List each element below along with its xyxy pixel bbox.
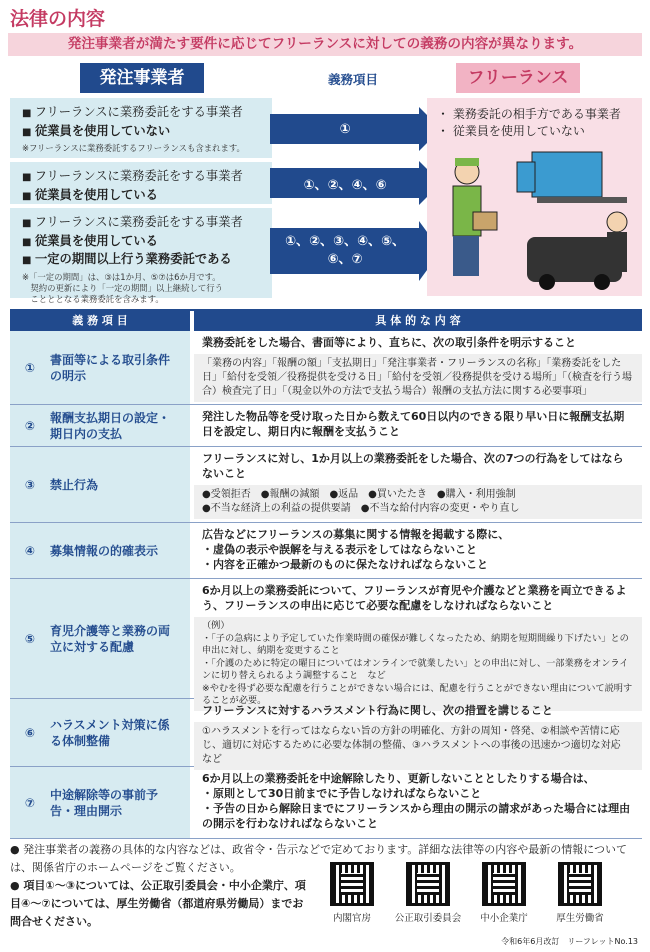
- row-label: 募集情報の的確表示: [50, 543, 159, 558]
- revision-note: 令和6年6月改訂 リーフレットNo.13: [501, 937, 638, 946]
- table-header: 具 体 的 な 内 容: [194, 311, 642, 331]
- table-row: [10, 579, 642, 706]
- row-number: ⑦: [24, 795, 36, 810]
- arrow-label: ①: [270, 114, 420, 144]
- row-label: 報酬支払期日の設定・期日内の支払: [50, 410, 171, 441]
- group-item: ■ 従業員を使用している: [22, 187, 264, 206]
- group-item: ■ 従業員を使用している: [22, 233, 264, 252]
- row-number: ①: [24, 360, 36, 375]
- duties-table: [10, 309, 642, 839]
- row-text: 6か月以上の業務委託を中途解除したり、更新しないこととしたりする場合は、 ・原則として30日前までに予告しなければならないこと ・予告の日から解除日までにフリーランスから理由の開示の請求があった場合には理由の開示を行わなければならないこと: [202, 772, 631, 830]
- qr-code-jftc[interactable]: [406, 862, 450, 906]
- row-sub: （例） ・「子の急病により予定していた作業時間の確保が難しくなったため、納期を短期間繰り下げたい」との申出に対し、納期を変更すること ・「介護のために特定の曜日についてはオンラインで就業したい」との申出に対し、一部業務をオンラインに切り替えられるよう調整すること など ※やむを得ず必要な配慮を行うことができない場合には、配慮を行うことができない理由について説明することが必要。: [194, 617, 642, 711]
- row-sub: ●受領拒否 ●報酬の減額 ●返品 ●買いたたき ●購入・利用強制 ●不当な経済上の利益の提供要請 ●不当な給付内容の変更・やり直し: [194, 485, 642, 519]
- duties-header: 義務項目: [327, 72, 378, 87]
- row-label: ハラスメント対策に係る体制整備: [50, 717, 170, 748]
- footer-note: ● 項目①〜③については、公正取引委員会・中小企業庁、項目④〜⑦については、厚生労働省（都道府県労働局）までお問合せください。: [10, 877, 310, 931]
- group-item: ■ フリーランスに業務委託をする事業者: [22, 168, 264, 187]
- qr-label: 公正取引委員会: [394, 913, 462, 924]
- row-number: ⑤: [24, 631, 36, 646]
- row-label: 書面等による取引条件の明示: [50, 352, 171, 383]
- duty-arrow-2: [270, 168, 441, 198]
- row-label: 中途解除等の事前予告・理由開示: [50, 787, 159, 818]
- qr-label: 内閣官房: [332, 913, 371, 924]
- subtitle-banner: 発注事業者が満たす要件に応じてフリーランスに対しての義務の内容が異なります。: [8, 33, 642, 56]
- row-number: ④: [24, 543, 36, 558]
- group-item: ■ フリーランスに業務委託をする事業者: [22, 104, 264, 123]
- qr-label: 中小企業庁: [480, 913, 528, 924]
- page-title: 法律の内容: [10, 8, 106, 30]
- footer-note: ● 発注事業者の義務の具体的な内容などは、政省令・告示などで定めております。詳細な法律等の内容や最新の情報については、関係省庁のホームページをご覧ください。: [10, 841, 642, 877]
- issuer-group-3: [10, 208, 272, 304]
- group-note: ※フリーランスに業務委託するフリーランスも含まれます。: [22, 143, 245, 153]
- freelance-box: [427, 98, 642, 296]
- qr-code-cabinet[interactable]: [330, 862, 374, 906]
- table-row: [10, 767, 642, 839]
- row-number: ⑥: [24, 725, 36, 740]
- group-note: ※「一定の期間」は、③は1か月、⑤⑦は6か月です。 契約の更新により「一定の期間」以上継続して行う ことととなる業務委託を含みます。: [22, 271, 223, 304]
- group-item: ■ 一定の期間以上行う業務委託である: [22, 251, 264, 270]
- arrow-label: ①、②、③、④、⑤、⑥、⑦: [270, 228, 420, 274]
- row-text: 業務委託をした場合、書面等により、直ちに、次の取引条件を明示すること: [202, 336, 576, 349]
- freelancer-illustration: [437, 142, 637, 292]
- arrow-label: ①、②、④、⑥: [270, 168, 420, 198]
- row-text: 6か月以上の業務委託について、フリーランスが育児や介護などと業務を両立できるよう、フリーランスの申出に応じて必要な配慮をしなければならないこと: [202, 584, 627, 612]
- row-text: 発注した物品等を受け取った日から数えて60日以内のできる限り早い日に報酬支払期日を設定し、期日内に報酬を支払うこと: [202, 410, 625, 438]
- freelance-item: ・ 業務委託の相手方である事業者: [437, 106, 636, 123]
- issuer-header: 発注事業者: [80, 63, 204, 93]
- table-row: [10, 447, 642, 523]
- row-text: 広告などにフリーランスの募集に関する情報を掲載する際に、 ・虚偽の表示や誤解を与える表示をしてはならないこと ・内容を正確かつ最新のものに保たなければならないこと: [202, 528, 510, 571]
- freelance-header: フリーランス: [456, 63, 580, 93]
- row-label: 育児介護等と業務の両立に対する配慮: [50, 623, 171, 654]
- row-sub: 「業務の内容」「報酬の額」「支払期日」「発注事業者・フリーランスの名称」「業務委託をした日」「給付を受領／役務提供を受ける日」「給付を受領／役務提供を受ける場所」「（検査を行う場合）検査完了日」「（現金以外の方法で支払う場合）報酬の支払方法に関する必要事項」: [194, 354, 642, 402]
- table-row: [10, 699, 642, 767]
- table-row: [10, 523, 642, 579]
- issuer-group-2: [10, 162, 272, 204]
- qr-label: 厚生労働省: [556, 913, 604, 924]
- table-header: 義 務 項 目: [10, 311, 190, 331]
- row-text: フリーランスに対し、1か月以上の業務委託をした場合、次の7つの行為をしてはならないこと: [202, 452, 624, 480]
- table-row: [10, 405, 642, 447]
- qr-code-sme[interactable]: [482, 862, 526, 906]
- group-item: ■ 従業員を使用していない: [22, 123, 264, 142]
- group-item: ■ フリーランスに業務委託をする事業者: [22, 214, 264, 233]
- row-number: ③: [24, 477, 36, 492]
- row-number: ②: [24, 418, 36, 433]
- qr-code-mhlw[interactable]: [558, 862, 602, 906]
- duty-arrow-1: [270, 114, 441, 144]
- row-label: 禁止行為: [50, 477, 99, 492]
- table-row: [10, 331, 642, 405]
- issuer-group-1: [10, 98, 272, 158]
- freelance-item: ・ 従業員を使用していない: [437, 123, 636, 140]
- row-text: フリーランスに対するハラスメント行為に関し、次の措置を講じること: [202, 704, 553, 717]
- row-sub: ①ハラスメントを行ってはならない旨の方針の明確化、方針の周知・啓発、②相談や苦情に応じ、適切に対応するために必要な体制の整備、③ハラスメントへの事後の迅速かつ適切な対応 など: [194, 722, 642, 770]
- duty-arrow-3: [270, 228, 441, 274]
